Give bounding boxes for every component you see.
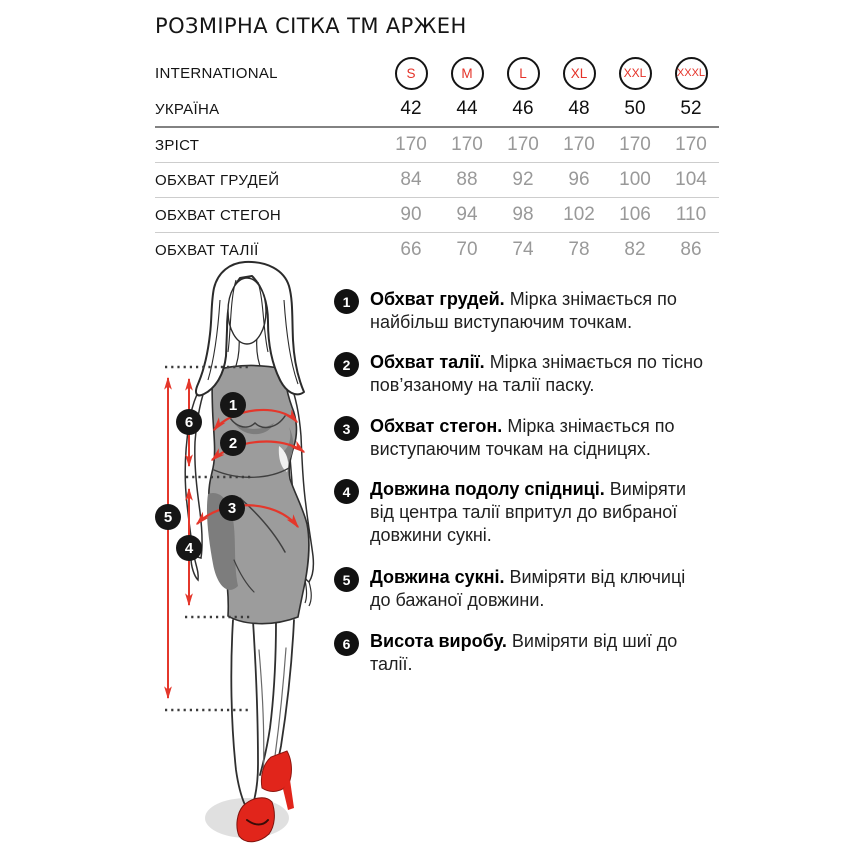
figure-marker-hips: 3 xyxy=(219,495,245,521)
value-cell: 104 xyxy=(675,169,707,190)
ua-size-cell: 48 xyxy=(568,98,590,119)
measurement-title: Обхват грудей. xyxy=(370,289,505,309)
value-cell: 110 xyxy=(675,204,707,225)
figure-marker-skirt-length: 4 xyxy=(176,535,202,561)
value-cell: 170 xyxy=(619,134,651,155)
measurement-text xyxy=(370,478,710,547)
item-number-badge: 1 xyxy=(334,289,359,314)
row-label-international: INTERNATIONAL xyxy=(155,64,278,82)
measurement-title: Довжина сукні. xyxy=(370,567,505,587)
measurement-desc: Мірка знімається по найбільш виступаючим точкам. xyxy=(370,289,677,332)
item-number-badge: 2 xyxy=(334,352,359,377)
item-number-badge: 6 xyxy=(334,631,359,656)
measurement-item-hips xyxy=(334,415,710,461)
figure-illustration xyxy=(140,253,345,850)
value-cell: 78 xyxy=(568,239,590,260)
value-cell: 100 xyxy=(619,169,651,190)
table-row-ukraine xyxy=(155,92,719,128)
measurement-text xyxy=(370,630,710,676)
value-cell: 170 xyxy=(507,134,539,155)
value-cell: 92 xyxy=(512,169,534,190)
size-badge-l: L xyxy=(507,57,540,90)
row-label-hips: ОБХВАТ СТЕГОН xyxy=(155,206,282,224)
figure-marker-dress-length: 5 xyxy=(155,504,181,530)
measurement-title: Обхват стегон. xyxy=(370,416,503,436)
table-row-international xyxy=(155,54,719,92)
figure-marker-chest: 1 xyxy=(220,392,246,418)
measurement-desc: Виміряти від шиї до талії. xyxy=(370,631,678,674)
measurement-text xyxy=(370,566,710,612)
value-cell: 66 xyxy=(400,239,422,260)
page-title: РОЗМІРНА СІТКА ТМ АРЖЕН xyxy=(155,14,467,38)
value-cell: 86 xyxy=(680,239,702,260)
value-cell: 94 xyxy=(456,204,478,225)
ua-size-cell: 44 xyxy=(456,98,478,119)
value-cell: 102 xyxy=(563,204,595,225)
value-cell: 170 xyxy=(395,134,427,155)
measurement-item-bodice-height xyxy=(334,630,710,676)
measurement-item-dress-length xyxy=(334,566,710,612)
measurement-text xyxy=(370,415,710,461)
row-label-ukraine: УКРАЇНА xyxy=(155,100,220,118)
item-number-badge: 4 xyxy=(334,479,359,504)
ua-size-cell: 46 xyxy=(512,98,534,119)
row-label-chest: ОБХВАТ ГРУДЕЙ xyxy=(155,171,280,189)
value-cell: 170 xyxy=(675,134,707,155)
measurement-item-chest xyxy=(334,288,710,334)
figure-marker-waist: 2 xyxy=(220,430,246,456)
value-cell: 90 xyxy=(400,204,422,225)
size-badge-xl: XL xyxy=(563,57,596,90)
measurement-desc: Мірка знімається по тісно пов’язаному на талії паску. xyxy=(370,352,704,395)
value-cell: 170 xyxy=(563,134,595,155)
measurement-title: Обхват талії. xyxy=(370,352,485,372)
measurement-text xyxy=(370,351,710,397)
value-cell: 106 xyxy=(619,204,651,225)
size-badge-xxl: XXL xyxy=(619,57,652,90)
ua-size-cell: 52 xyxy=(680,98,702,119)
high-heel-shoes xyxy=(237,751,294,842)
table-row-hips xyxy=(155,198,719,233)
value-cell: 96 xyxy=(568,169,590,190)
size-badge-xxxl: XXXL xyxy=(675,57,708,90)
value-cell: 70 xyxy=(456,239,478,260)
value-cell: 84 xyxy=(400,169,422,190)
size-badge-s: S xyxy=(395,57,428,90)
measurement-text xyxy=(370,288,710,334)
ua-size-cell: 42 xyxy=(400,98,422,119)
measurement-title: Довжина подолу спідниці. xyxy=(370,479,605,499)
value-cell: 88 xyxy=(456,169,478,190)
measurement-item-waist xyxy=(334,351,710,397)
value-cell: 82 xyxy=(624,239,646,260)
measurement-desc: Виміряти від центра талії впритул до вибраної довжини сукні. xyxy=(370,479,687,545)
measurement-title: Висота виробу. xyxy=(370,631,507,651)
row-label-waist: ОБХВАТ ТАЛІЇ xyxy=(155,241,259,259)
figure-marker-bodice: 6 xyxy=(176,409,202,435)
item-number-badge: 5 xyxy=(334,567,359,592)
value-cell: 98 xyxy=(512,204,534,225)
table-row-chest xyxy=(155,163,719,198)
row-label-height: ЗРІСТ xyxy=(155,136,200,154)
value-cell: 170 xyxy=(451,134,483,155)
size-badge-m: M xyxy=(451,57,484,90)
measurement-desc: Виміряти від ключиці до бажаної довжини. xyxy=(370,567,686,610)
size-table xyxy=(155,54,719,267)
item-number-badge: 3 xyxy=(334,416,359,441)
measurement-item-skirt-length xyxy=(334,478,710,547)
value-cell: 74 xyxy=(512,239,534,260)
measurement-desc: Мірка знімається по виступаючим точкам на сідницях. xyxy=(370,416,675,459)
ua-size-cell: 50 xyxy=(624,98,646,119)
table-row-height xyxy=(155,128,719,163)
